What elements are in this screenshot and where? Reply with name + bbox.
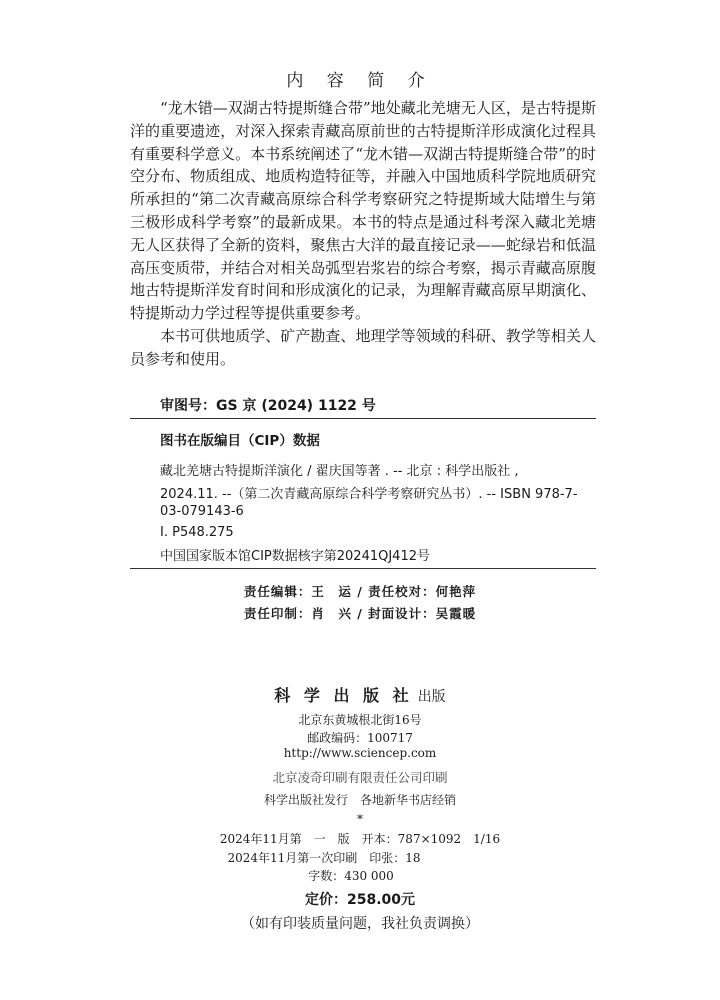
price: 定价：258.00元 [304,892,416,908]
quality-notice: （如有印装质量问题，我社负责调换） [241,916,479,932]
publisher-website: http://www.sciencep.com [283,746,437,760]
map-review-number: 审图号：GS 京 (2024) 1122 号 [160,398,376,414]
cip-line-4: Ⅰ. P548.275 [160,525,234,540]
publisher-line [0,683,720,706]
cip-line-1: 藏北羌塘古特提斯洋演化 / 翟庆国等著 . -- 北京 : 科学出版社 , [160,464,519,479]
cip-line-3: 03-079143-6 [160,504,244,519]
publisher-suffix: 出版 [417,689,446,705]
credits-line-1: 责任编辑：王 运 / 责任校对：何艳萍 [243,584,477,599]
intro-text [130,97,596,371]
publisher-address: 北京东黄城根北街16号 [298,713,422,727]
distribution: 科学出版社发行 各地新华书店经销 [263,793,456,807]
word-count: 字数：430 000 [308,869,394,883]
cip-line-2: 2024.11. --（第二次青藏高原综合科学考察研究丛书）. -- ISBN 978-7- [160,487,578,502]
publisher-postcode: 邮政编码：100717 [307,731,413,745]
cip-top-rule [130,418,596,419]
credits-line-2: 责任印制：肖 兴 / 封面设计：吴霞暖 [243,606,477,621]
separator-asterisk: * [357,812,363,826]
printing-info: 2024年11月第一次印刷 印张：18 [227,851,421,865]
page-title: 内 容 简 介 [286,71,434,91]
cip-line-5: 中国国家版本馆CIP数据核字第20241QJ412号 [160,549,430,564]
printer: 北京凌奇印刷有限责任公司印刷 [272,770,448,785]
intro-paragraph-2: 本书可供地质学、矿产勘查、地理学等领域的科研、教学等相关人员参考和使用。 [130,326,596,368]
cip-title: 图书在版编目（CIP）数据 [160,433,320,449]
cip-bottom-rule [130,568,596,569]
publisher-name: 科 学 出 版 社 [274,686,413,705]
intro-paragraph-1: “龙木错—双湖古特提斯缝合带”地处藏北羌塘无人区，是古特提斯洋的重要遗迹，对深入探索青藏高原前世的古特提斯洋形成演化过程具有重要科学意义。本书系统阐述了“龙木错—双湖古特提斯缝合带”的时空分布、物质组成、地质构造特征等，并融入中国地质科学院地质研究所承担的“第二次青藏高原综合科学考察研究之特提斯域大陆增生与第三极形成科学考察”的最新成果。本书的特点是通过科考深入藏北羌塘无人区获得了全新的资料，聚焦古大洋的最直接记录——蛇绿岩和低温高压变质带，并结合对相关岛弧型岩浆岩的综合考察，揭示青藏高原腹地古特提斯洋发育时间和形成演化的记录，为理解青藏高原早期演化、特提斯动力学过程等提供重要参考。 [130,99,596,323]
edition-info: 2024年11月第 一 版 开本：787×1092 1/16 [219,832,501,846]
